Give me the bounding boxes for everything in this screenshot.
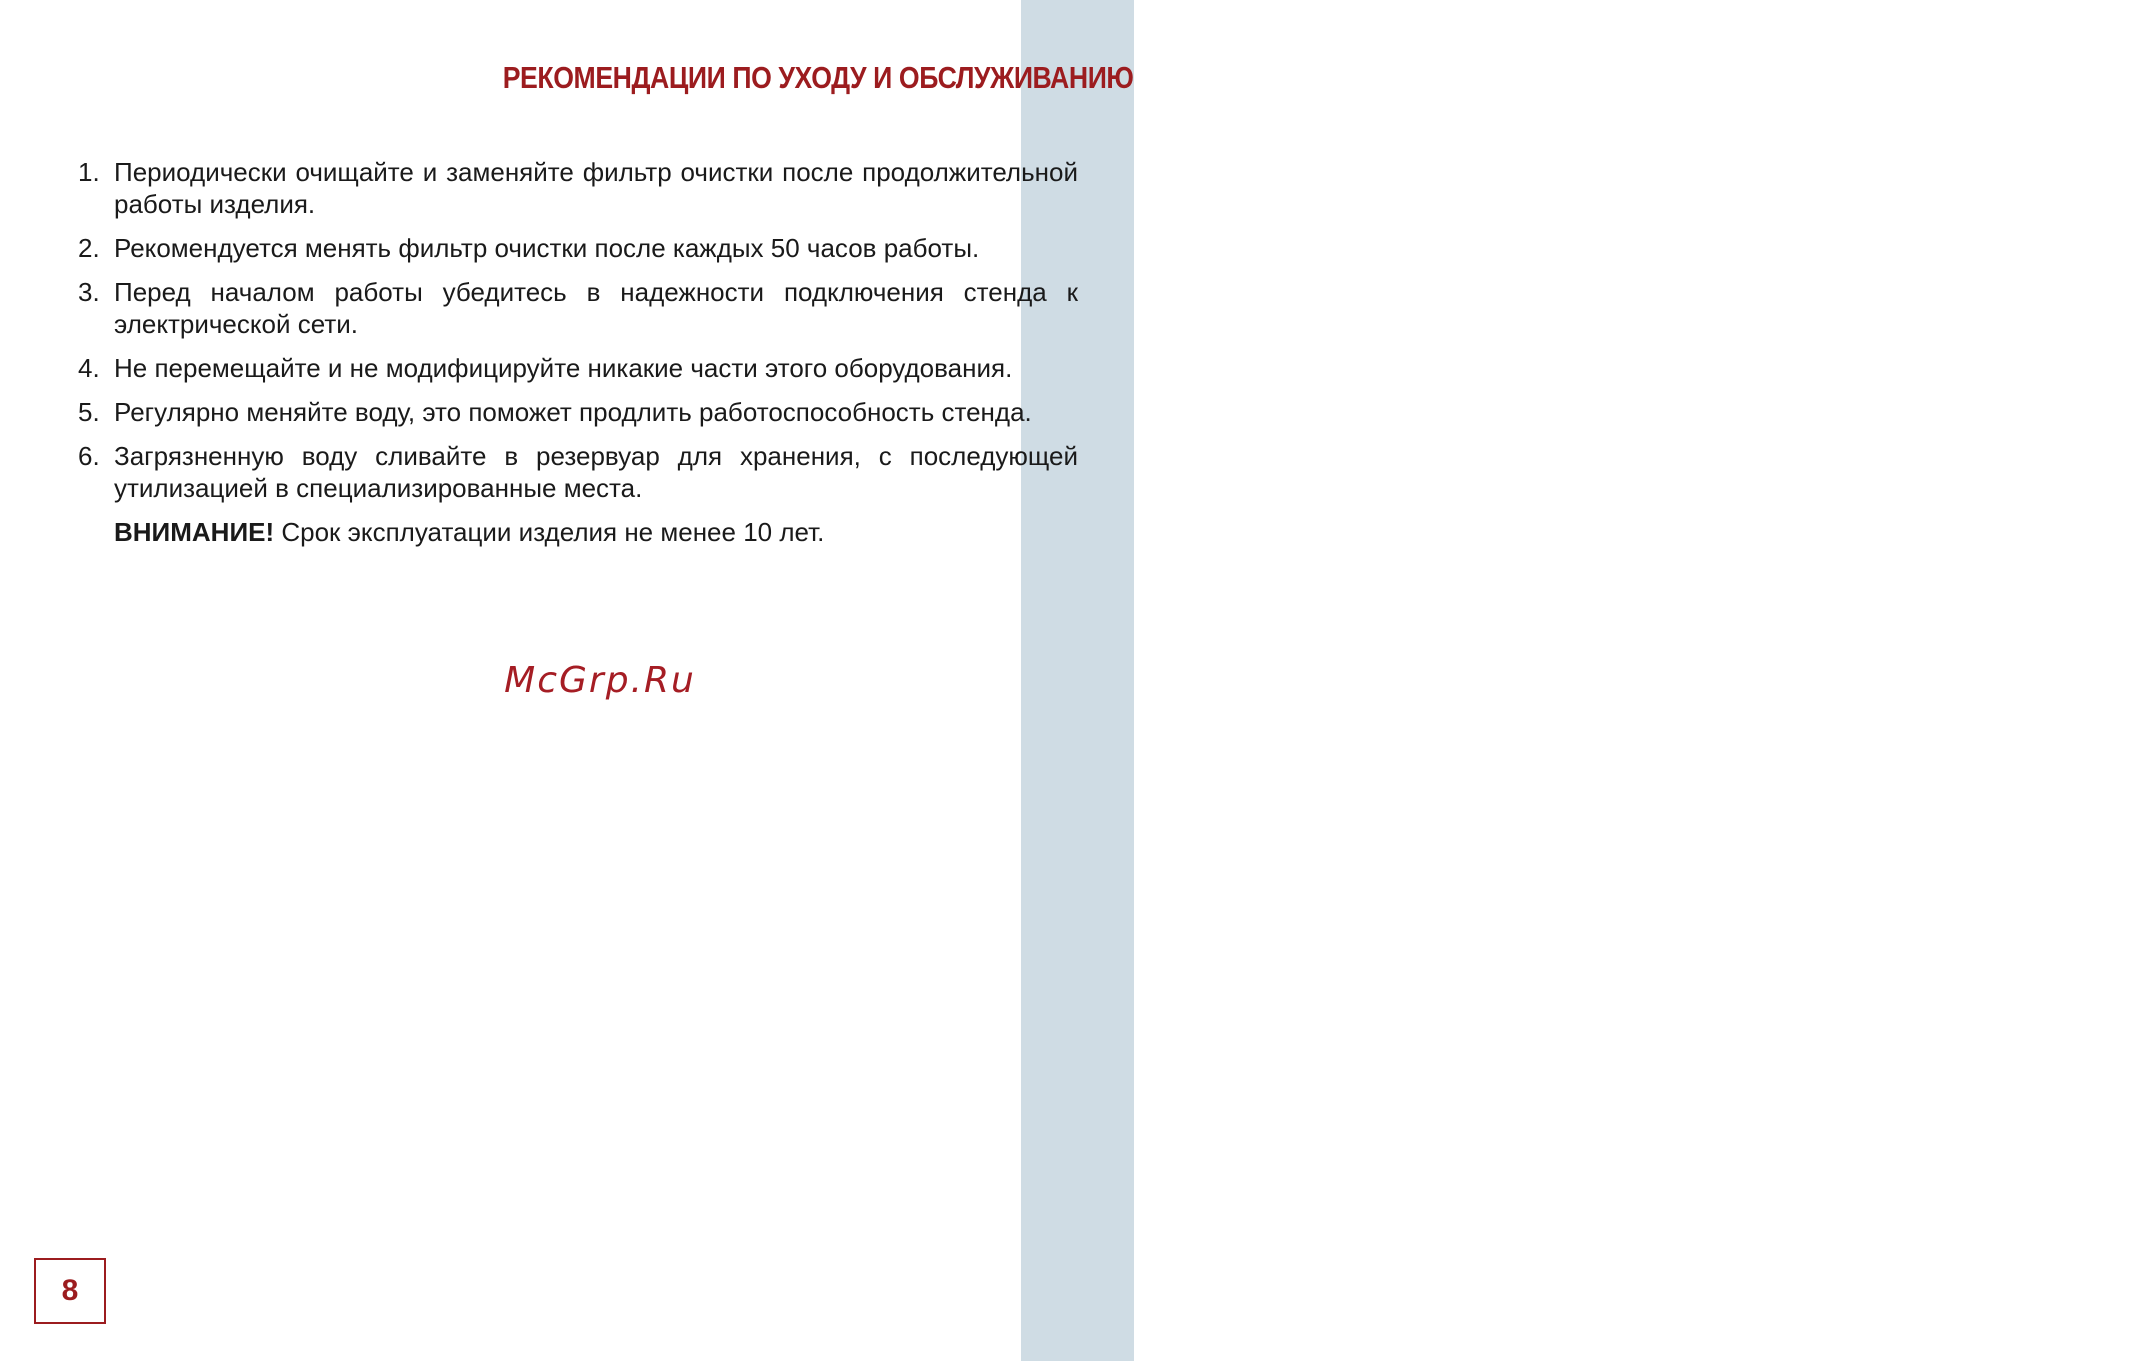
brand-vertical-text	[2048, 338, 2148, 1092]
item-number: 3.	[78, 277, 100, 307]
registered-mark: ®	[2054, 338, 2108, 391]
warning-text: Срок эксплуатации изделия не менее 10 лет.	[274, 517, 825, 547]
item-text: Рекомендуется менять фильтр очистки после каждых 50 часов работы.	[114, 233, 980, 263]
item-text: Периодически очищайте и заменяйте фильтр очистки после продолжительной работы изделия.	[114, 157, 1078, 219]
list-item	[78, 352, 1078, 384]
warning-label: ВНИМАНИЕ!	[114, 517, 275, 547]
item-text: Перед началом работы убедитесь в надежности подключения стенда к электрической сети.	[114, 277, 1078, 339]
page-number-box	[34, 1258, 106, 1324]
list-item	[78, 276, 1078, 340]
item-number: 5.	[78, 397, 100, 427]
watermark: McGrp.Ru	[504, 660, 696, 701]
list-item	[78, 440, 1078, 504]
item-number: 4.	[78, 353, 100, 383]
item-text: Не перемещайте и не модифицируйте никакие части этого оборудования.	[114, 353, 1013, 383]
list-item	[78, 232, 1078, 264]
page-title: РЕКОМЕНДАЦИИ ПО УХОДУ И ОБСЛУЖИВАНИЮ	[502, 60, 1133, 95]
item-number: 2.	[78, 233, 100, 263]
brand-name: TOOLSOROKIN	[2048, 394, 2148, 1092]
item-text: Загрязненную воду сливайте в резервуар для хранения, с последующей утилизацией в специализированные места.	[114, 441, 1078, 503]
recommendations-list	[78, 156, 1078, 548]
page-number: 8	[61, 1274, 79, 1307]
list-item	[78, 156, 1078, 220]
item-text: Регулярно меняйте воду, это поможет продлить работоспособность стенда.	[114, 397, 1032, 427]
item-number: 1.	[78, 157, 100, 187]
item-number: 6.	[78, 441, 100, 471]
warning-note	[114, 516, 1078, 548]
list-item	[78, 396, 1078, 428]
